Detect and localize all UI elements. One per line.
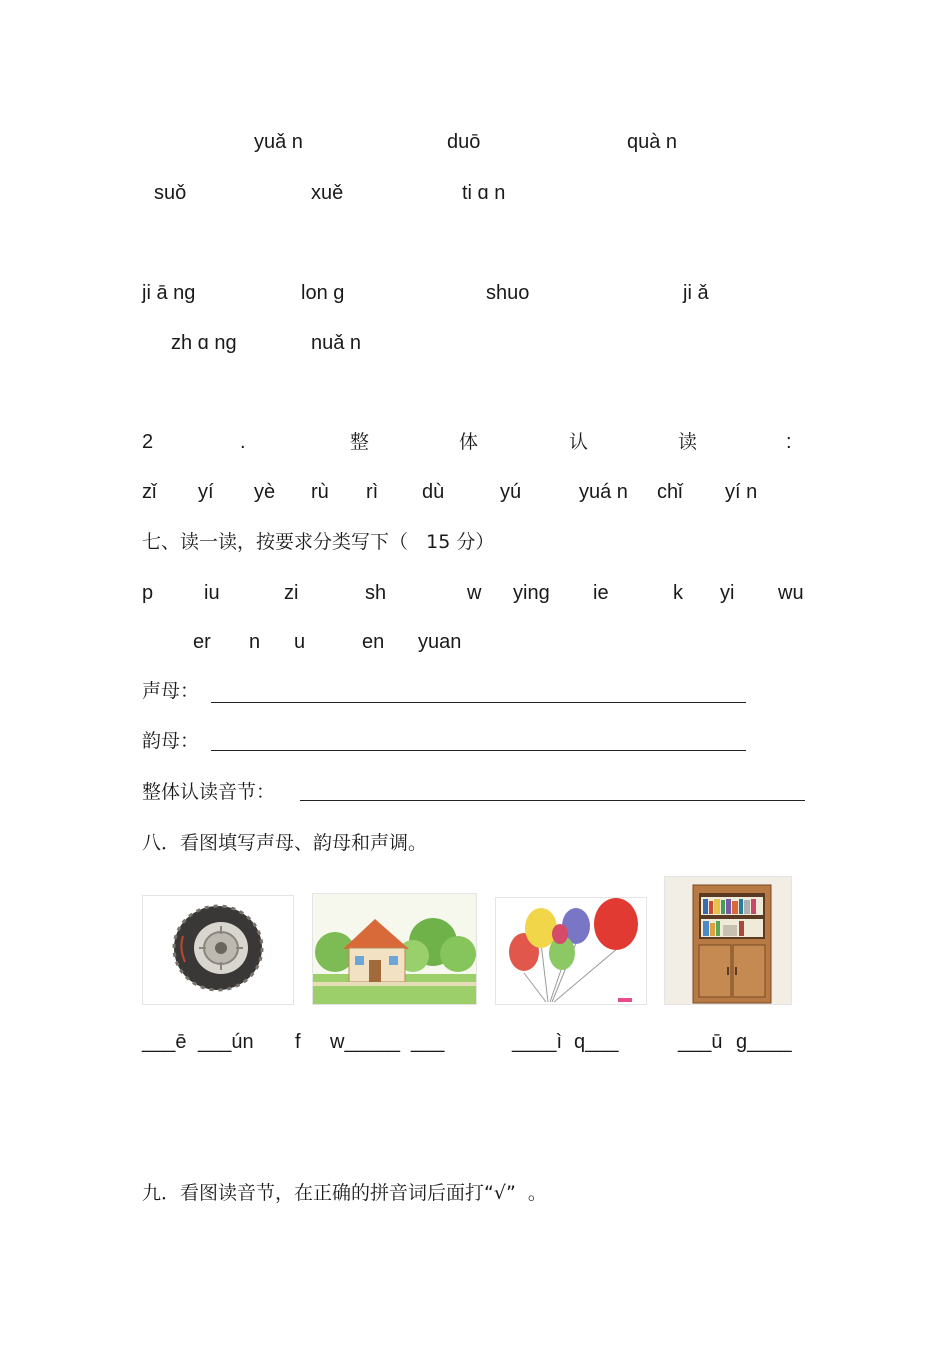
pinyin-xue: xuě xyxy=(311,182,344,204)
syllable-ye: yè xyxy=(254,481,276,503)
item-ie: ie xyxy=(593,582,609,604)
item-n: n xyxy=(249,631,261,653)
item-yuan: yuan xyxy=(418,631,462,653)
sec2-char-ren: 认 xyxy=(569,431,589,453)
sec8-title: 八．看图填写声母、韵母和声调。 xyxy=(142,832,428,854)
shengmu-answer-line[interactable] xyxy=(211,702,746,703)
sec2-char-du: 读 xyxy=(678,431,698,453)
wheel-picture xyxy=(142,895,294,1005)
fill-balloons-1[interactable]: ____ì xyxy=(512,1031,563,1053)
syllable-ri: rì xyxy=(366,481,379,503)
fill-house-3[interactable]: ___ xyxy=(411,1031,445,1053)
fill-bookcase-1[interactable]: ___ū xyxy=(678,1031,723,1053)
balloons-picture xyxy=(495,897,647,1005)
fill-wheel-1[interactable]: ___ē xyxy=(142,1031,187,1053)
pinyin-duo: duō xyxy=(447,131,481,153)
sec2-char-ti: 体 xyxy=(459,431,479,453)
syllable-du: dù xyxy=(422,481,445,503)
item-w: w xyxy=(467,582,482,604)
item-zi: zi xyxy=(284,582,299,604)
pinyin-jia: ji ǎ xyxy=(683,282,709,304)
sec2-number: 2 xyxy=(142,431,154,453)
pinyin-yuan: yuǎ n xyxy=(254,131,303,153)
sec9-title: 九．看图读音节，在正确的拼音词后面打“√” 。 xyxy=(142,1182,547,1204)
item-k: k xyxy=(673,582,683,604)
pinyin-zhang: zh ɑ ng xyxy=(171,332,237,354)
fill-bookcase-2[interactable]: g____ xyxy=(736,1031,792,1053)
item-ying: ying xyxy=(513,582,550,604)
item-wu: wu xyxy=(778,582,804,604)
syllable-yuan: yuá n xyxy=(579,481,628,503)
sec2-colon: : xyxy=(786,431,792,453)
item-en: en xyxy=(362,631,385,653)
pinyin-long: lon ɡ xyxy=(301,282,345,304)
item-er: er xyxy=(193,631,211,653)
syllable-chi: chǐ xyxy=(657,481,683,503)
label-shengmu: 声母： xyxy=(142,680,200,702)
syllable-yin: yí n xyxy=(725,481,758,503)
label-zhengti: 整体认读音节： xyxy=(142,781,276,803)
fill-house-1[interactable]: f xyxy=(295,1031,301,1053)
item-yi: yi xyxy=(720,582,735,604)
pinyin-suo: suǒ xyxy=(154,182,187,204)
fill-house-2[interactable]: w_____ xyxy=(330,1031,401,1053)
zhengti-answer-line[interactable] xyxy=(300,800,805,801)
sec7-title: 七、读一读，按要求分类写下（ 15 分） xyxy=(142,531,495,553)
syllable-yu: yú xyxy=(500,481,522,503)
syllable-ru: rù xyxy=(311,481,329,503)
pinyin-nuan: nuǎ n xyxy=(311,332,362,354)
item-p: p xyxy=(142,582,154,604)
fill-wheel-2[interactable]: ___ún xyxy=(198,1031,254,1053)
pinyin-jiang: ji ā ng xyxy=(142,282,196,304)
fill-balloons-2[interactable]: q___ xyxy=(574,1031,619,1053)
house-picture xyxy=(312,893,477,1005)
bookcase-picture xyxy=(664,876,792,1005)
pinyin-quan: quà n xyxy=(627,131,678,153)
item-sh: sh xyxy=(365,582,387,604)
pinyin-tian: ti ɑ n xyxy=(462,182,506,204)
sec2-char-zheng: 整 xyxy=(350,431,370,453)
item-iu: iu xyxy=(204,582,220,604)
pinyin-shuo: shuo xyxy=(486,282,530,304)
label-yunmu: 韵母： xyxy=(142,730,200,752)
syllable-yi: yí xyxy=(198,481,214,503)
syllable-zi: zǐ xyxy=(142,481,157,503)
yunmu-answer-line[interactable] xyxy=(211,750,746,751)
item-u: u xyxy=(294,631,306,653)
sec2-dot: . xyxy=(240,431,246,453)
